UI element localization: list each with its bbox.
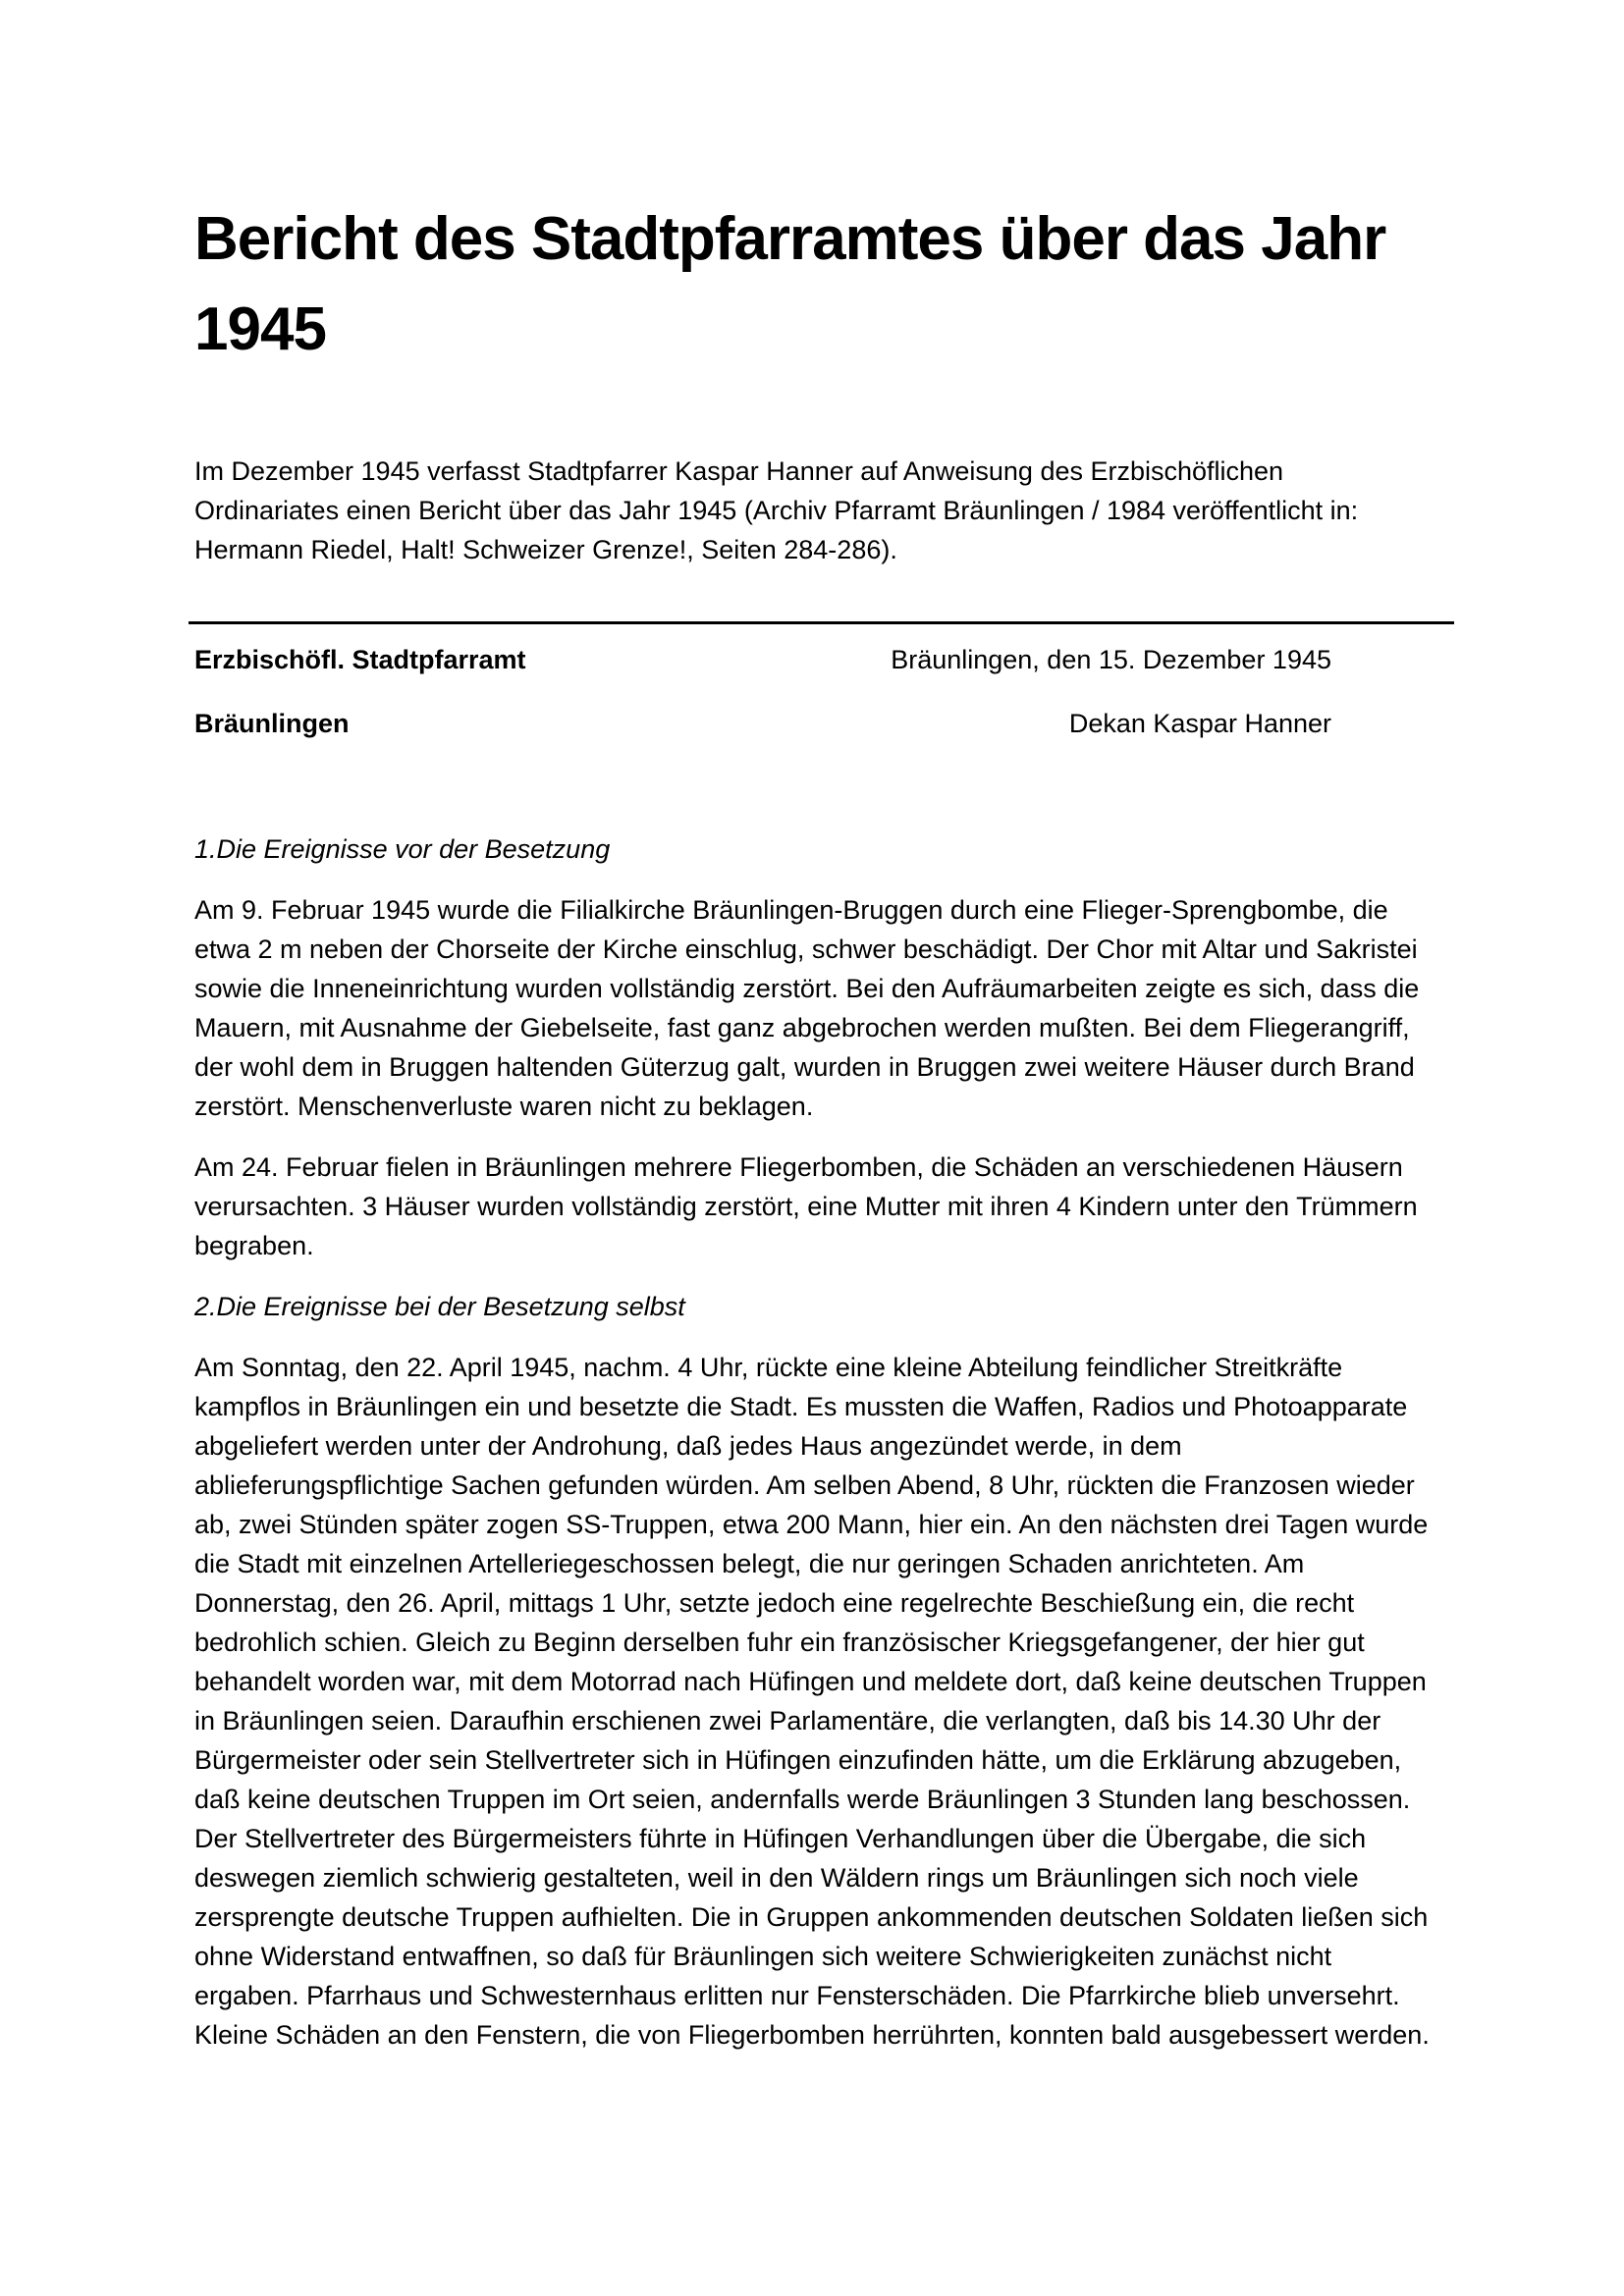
intro-paragraph: Im Dezember 1945 verfasst Stadtpfarrer Kaspar Hanner auf Anweisung des Erzbischöflichen Ordinariates einen Bericht über das Jahr 1945 (Archiv Pfarramt Bräunlingen / 1984 veröffentlicht in: Hermann Riedel, Halt! Schweizer Grenze!, Seiten 284-286). bbox=[194, 456, 1359, 564]
letterhead-author: Dekan Kaspar Hanner bbox=[1068, 709, 1331, 738]
section-1-heading: 1.Die Ereignisse vor der Besetzung bbox=[194, 834, 611, 864]
page-title bbox=[194, 194, 1434, 375]
section-2-paragraph-1: Am Sonntag, den 22. April 1945, nachm. 4 Uhr, rückte eine kleine Abteilung feindlicher Streitkräfte kampflos in Bräunlingen ein und besetzte die Stadt. Es mussten die Waffen, Radios und Photoapparate abgeliefert werden unter der Androhung, daß jedes Haus angezündet werde, in dem ablieferungspflichtige Sachen gefunden würden. Am selben Abend, 8 Uhr, rückten die Franzosen wieder ab, zwei Stünden später zogen SS-Truppen, etwa 200 Mann, hier ein. An den nächsten drei Tagen wurde die Stadt mit einzelnen Artelleriegeschossen belegt, die nur geringen Schaden anrichteten. Am Donnerstag, den 26. April, mittags 1 Uhr, setzte jedoch eine regelrechte Beschießung ein, die recht bedrohlich schien. Gleich zu Beginn derselben fuhr ein französischer Kriegsgefangener, der hier gut behandelt worden war, mit dem Motorrad nach Hüfingen und meldete dort, daß keine deutschen Truppen in Bräunlingen seien. Daraufhin erschienen zwei Parlamentäre, die verlangten, daß bis 14.30 Uhr der Bürgermeister oder sein Stellvertreter sich in Hüfingen einzufinden hätte, um die Erklärung abzugeben, daß keine deutschen Truppen im Ort seien, andernfalls werde Bräunlingen 3 Stunden lang beschossen. Der Stellvertreter des Bürgermeisters führte in Hüfingen Verhandlungen über die Übergabe, die sich deswegen ziemlich schwierig gestalteten, weil in den Wäldern rings um Bräunlingen sich noch viele zersprengte deutsche Truppen aufhielten. Die in Gruppen ankommenden deutschen Soldaten ließen sich ohne Widerstand entwaffnen, so daß für Bräunlingen sich weitere Schwierigkeiten zunächst nicht ergaben. Pfarrhaus und Schwesternhaus erlitten nur Fensterschäden. Die Pfarrkirche blieb unversehrt. Kleine Schäden an den Fenstern, die von Fliegerbomben herrührten, konnten bald ausgebessert werden. bbox=[194, 1353, 1430, 2050]
letterhead-row-1 bbox=[194, 640, 1434, 679]
letterhead-sender-line-2: Bräunlingen bbox=[194, 709, 350, 738]
horizontal-rule bbox=[189, 621, 1454, 624]
letterhead-sender-line-1: Erzbischöfl. Stadtpfarramt bbox=[194, 645, 526, 674]
page-title-line-2: 1945 bbox=[194, 295, 326, 363]
section-1-paragraph-1: Am 9. Februar 1945 wurde die Filialkirche Bräunlingen-Bruggen durch eine Flieger-Sprengbombe, die etwa 2 m neben der Chorseite der Kirche einschlug, schwer beschädigt. Der Chor mit Altar und Sakristei sowie die Inneneinrichtung wurden vollständig zerstört. Bei den Aufräumarbeiten zeigte es sich, dass die Mauern, mit Ausnahme der Giebelseite, fast ganz abgebrochen werden mußten. Bei dem Fliegerangriff, der wohl dem in Bruggen haltenden Güterzug galt, wurden in Bruggen zwei weitere Häuser durch Brand zerstört. Menschenverluste waren nicht zu beklagen. bbox=[194, 895, 1420, 1121]
section-1-paragraph-2: Am 24. Februar fielen in Bräunlingen mehrere Fliegerbomben, die Schäden an verschiedenen Häusern verursachten. 3 Häuser wurden vollständig zerstört, eine Mutter mit ihren 4 Kindern unter den Trümmern begraben. bbox=[194, 1152, 1418, 1260]
section-2-heading: 2.Die Ereignisse bei der Besetzung selbst bbox=[194, 1292, 685, 1321]
letterhead-dateline: Bräunlingen, den 15. Dezember 1945 bbox=[891, 645, 1331, 674]
letterhead-row-2 bbox=[194, 704, 1434, 743]
page-title-line-1: Bericht des Stadtpfarramtes über das Jahr bbox=[194, 205, 1386, 273]
